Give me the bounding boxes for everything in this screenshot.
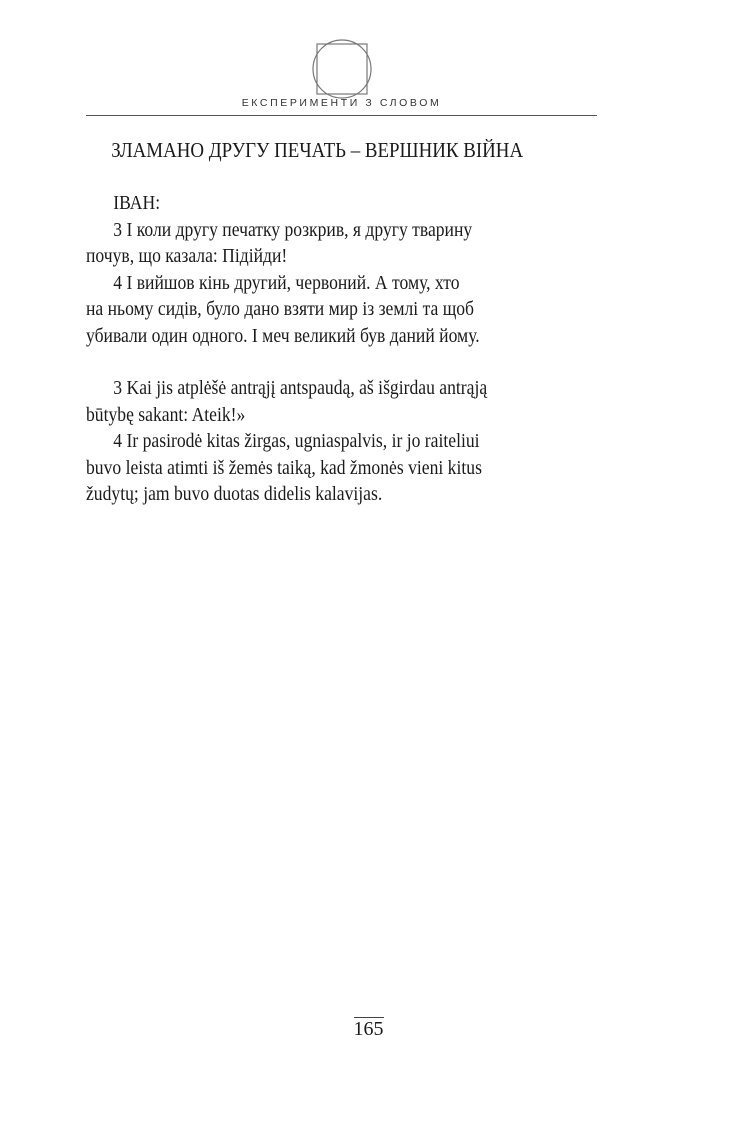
verse-line: 4 І вийшов кінь другий, червоний. А тому, хто bbox=[113, 271, 460, 294]
chapter-title-text: ЗЛАМАНО ДРУГУ ПЕЧАТЬ – ВЕРШНИК ВІЙНА bbox=[111, 138, 524, 162]
verse-line: 3 І коли другу печатку розкрив, я другу тварину bbox=[113, 218, 473, 241]
page-number-container bbox=[0, 1017, 737, 1041]
verse-line: 3 Kai jis atplėšė antrąjį antspaudą, aš išgirdau antrąją bbox=[113, 377, 488, 399]
page-number: 165 bbox=[353, 1018, 384, 1040]
verse-line: žudytų; jam buvo duotas didelis kalavijas. bbox=[86, 483, 383, 505]
circle-square-logo-icon bbox=[311, 38, 373, 100]
verse-line: būtybę sakant: Ateik!» bbox=[86, 403, 246, 426]
running-head: ЕКСПЕРИМЕНТИ З СЛОВОМ bbox=[241, 97, 442, 109]
verse-line: 4 Ir pasirodė kitas žirgas, ugniaspalvis, ir jo raiteliui bbox=[113, 430, 480, 452]
lithuanian-text-block bbox=[86, 375, 646, 508]
chapter-title bbox=[86, 137, 621, 163]
verse-line: на ньому сидів, було дано взяти мир із землі та щоб bbox=[86, 298, 475, 320]
verse-line: убивали один одного. І меч великий був даний йому. bbox=[86, 324, 480, 347]
verse-line: buvo leista atimti iš žemės taiką, kad žmonės vieni kitus bbox=[86, 456, 482, 479]
header-rule bbox=[86, 115, 597, 116]
verse-line: почув, що казала: Підійди! bbox=[86, 245, 288, 267]
ukrainian-text-block bbox=[86, 190, 646, 349]
speaker-label: ІВАН: bbox=[113, 192, 161, 214]
